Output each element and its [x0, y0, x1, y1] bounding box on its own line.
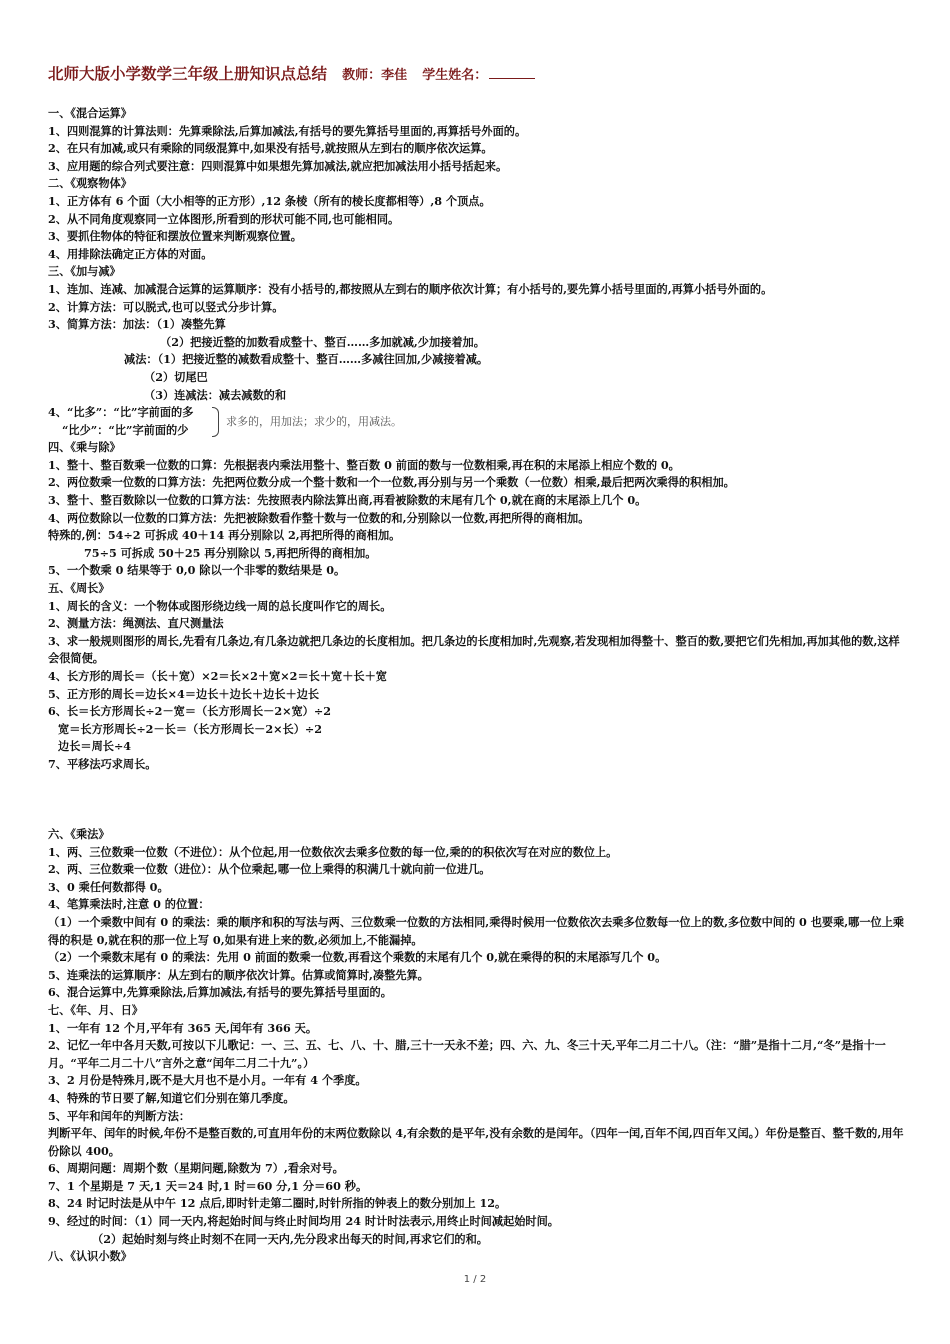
text-line: 特殊的,例：54÷2 可拆成 40＋14 再分别除以 2,再把所得的商相加。: [48, 528, 401, 543]
text-line: 6、周期问题：周期个数（星期问题,除数为 7）,看余对号。: [48, 1161, 344, 1176]
text-line: 5、正方形的周长＝边长×4＝边长＋边长＋边长＋边长: [48, 686, 320, 701]
text-line: （3）连减法：减去减数的和: [144, 387, 287, 402]
page-title: 北师大版小学数学三年级上册知识点总结: [48, 64, 328, 83]
section-heading: 六、《乘法》: [48, 827, 110, 841]
text-line: 2、测量方法：绳测法、直尺测量法: [48, 616, 224, 631]
section-heading: 一、《混合运算》: [48, 106, 132, 120]
text-line: 5、一个数乘 0 结果等于 0,0 除以一个非零的数结果是 0。: [48, 563, 346, 578]
text-line: 1、两、三位数乘一位数（不进位）：从个位起,用一位数依次去乘多位数的每一位,乘的的积依次写在对应的数位上。: [48, 844, 618, 859]
header-row: [48, 62, 535, 84]
text-line: （2）切尾巴: [144, 369, 208, 384]
text-line: 减法：（1）把接近整的减数看成整十、整百……多减往回加,少减接着减。: [124, 352, 489, 367]
text-line: 3、要抓住物体的特征和摆放位置来判断观察位置。: [48, 229, 302, 244]
text-line: 6、混合运算中,先算乘除法,后算加减法,有括号的要先算括号里面的。: [48, 985, 392, 1000]
text-line: 宽＝长方形周长÷2－长＝（长方形周长－2×长）÷2: [58, 721, 323, 736]
section-block-1: [48, 105, 906, 774]
text-line: 1、四则混算的计算法则：先算乘除法,后算加减法,有括号的要先算括号里面的,再算括号外面的。: [48, 123, 527, 138]
section-heading: 四、《乘与除》: [48, 440, 121, 455]
brace-mark: [212, 407, 219, 437]
text-line: （1）一个乘数中间有 0 的乘法：乘的顺序和积的写法与两、三位数乘一位数的方法相同,乘得时候用一位数依次去乘多位数每一位上的数,多位数中间的 0 也要乘,哪一位上乘得的积是 0,就在积的那一位上写 0,如果有进上来的数,必须加上,不能漏掉。: [48, 914, 905, 947]
text-line: 判断平年、闰年的时候,年份不是整百数的,可直用年份的末两位数除以 4,有余数的是平年,没有余数的是闰年。（四年一闰,百年不闰,四百年又闰。）年份是整百、整千数的,用年份除以 400。: [48, 1126, 904, 1158]
text-line: 3、2 月份是特殊月,既不是大月也不是小月。一年有 4 个季度。: [48, 1073, 367, 1088]
text-line: 5、连乘法的运算顺序：从左到右的顺序依次计算。估算或简算时,凑整先算。: [48, 967, 429, 982]
text-line: 2、两、三位数乘一位数（进位）：从个位乘起,哪一位上乘得的积满几十就向前一位进几。: [48, 862, 491, 877]
text-line: 1、周长的含义：一个物体或图形绕边线一周的总长度叫作它的周长。: [48, 598, 392, 613]
teacher-label: 教师：李佳: [342, 68, 408, 83]
section-heading: 五、《周长》: [48, 581, 110, 596]
text-line: 4、笔算乘法时,注意 0 的位置：: [48, 897, 210, 912]
student-label: 学生姓名：: [422, 68, 488, 83]
text-line: 1、整十、整百数乘一位数的口算：先根据表内乘法用整十、整百数 0 前面的数与一位数相乘,再在积的末尾添上相应个数的 0。: [48, 457, 680, 472]
text-line: （2）一个乘数末尾有 0 的乘法：先用 0 前面的数乘一位数,再看这个乘数的末尾有几个 0,就在乘得的积的末尾添写几个 0。: [48, 950, 667, 965]
text-line: 4、“比多”：“比”字前面的多: [48, 405, 194, 420]
text-line: 9、经过的时间：（1）同一天内,将起始时间与终止时间均用 24 时计时法表示,用终止时间减起始时间。: [48, 1214, 559, 1229]
text-line: 2、两位数乘一位数的口算方法：先把两位数分成一个整十数和一个一位数,再分别与另一个乘数（一位数）相乘,最后把两次乘得的积相加。: [48, 475, 735, 490]
text-line: 8、24 时记时法是从中午 12 点后,即时针走第二圈时,时针所指的钟表上的数分别加上 12。: [48, 1196, 507, 1211]
text-line: 4、用排除法确定正方体的对面。: [48, 246, 213, 261]
text-line: “比少”：“比”字前面的少: [62, 422, 189, 437]
text-line: 2、记忆一年中各月天数,可按以下儿歌记：一、三、五、七、八、十、腊,三十一天永不差；四、六、九、冬三十天,平年二月二十八。（注：“腊”是指十二月,“冬”是指十一月。“平年二月二十八”言外之意“闰年二月二十九”。）: [48, 1038, 886, 1070]
text-line: 3、整十、整百数除以一位数的口算方法：先按照表内除法算出商,再看被除数的末尾有几个 0,就在商的末尾添上几个 0。: [48, 493, 647, 508]
text-line: 6、长＝长方形周长÷2－宽＝（长方形周长－2×宽）÷2: [48, 704, 332, 719]
section-block-2: [48, 826, 906, 1266]
text-line: 75÷5 可拆成 50＋25 再分别除以 5,再把所得的商相加。: [84, 545, 377, 560]
text-line: 2、计算方法：可以脱式,也可以竖式分步计算。: [48, 299, 284, 314]
section-heading: 三、《加与减》: [48, 264, 121, 279]
brace-note: 求多的，用加法；求少的，用减法。: [226, 415, 402, 429]
text-line: 2、在只有加减,或只有乘除的同级混算中,如果没有括号,就按照从左到右的顺序依次运算。: [48, 141, 493, 156]
text-line: 4、两位数除以一位数的口算方法：先把被除数看作整十数与一位数的和,分别除以一位数,再把所得的商相加。: [48, 510, 590, 525]
text-line: 5、平年和闰年的判断方法：: [48, 1108, 191, 1123]
text-line: 7、1 个星期是 7 天,1 天＝24 时,1 时＝60 分,1 分＝60 秒。: [48, 1178, 368, 1193]
compare-group: [48, 404, 906, 439]
text-line: （2）起始时刻与终止时刻不在同一天内,先分段求出每天的时间,再求它们的和。: [92, 1231, 488, 1246]
text-line: 1、正方体有 6 个面（大小相等的正方形）,12 条棱（所有的棱长度都相等）,8 个顶点。: [48, 193, 491, 208]
section-heading: 八、《认识小数》: [48, 1249, 132, 1264]
text-line: 1、连加、连减、加减混合运算的运算顺序：没有小括号的,都按照从左到右的顺序依次计算；有小括号的,要先算小括号里面的,再算小括号外面的。: [48, 281, 773, 296]
text-line: 2、从不同角度观察同一立体图形,所看到的形状可能不同,也可能相同。: [48, 211, 400, 226]
section-heading: 七、《年、月、日》: [48, 1002, 144, 1017]
text-line: 1、一年有 12 个月,平年有 365 天,闰年有 366 天。: [48, 1020, 318, 1035]
page-number: 1 / 2: [463, 1274, 487, 1285]
text-line: 3、0 乘任何数都得 0。: [48, 879, 169, 894]
text-line: 3、求一般规则图形的周长,先看有几条边,有几条边就把几条边的长度相加。把几条边的长度相加时,先观察,若发现相加得整十、整百的数,要把它们先相加,再加其他的数,这样会很简便。: [48, 633, 900, 666]
student-name-blank: [489, 66, 535, 79]
text-line: 3、简算方法：加法：（1）凑整先算: [48, 317, 226, 332]
text-line: 7、平移法巧求周长。: [48, 756, 157, 771]
text-line: 3、应用题的综合列式要注意：四则混算中如果想先算加减法,就应把加减法用小括号括起来。: [48, 158, 508, 173]
text-line: 边长＝周长÷4: [58, 739, 132, 754]
text-line: （2）把接近整的加数看成整十、整百……多加就减,少加接着加。: [160, 334, 485, 349]
text-line: 4、长方形的周长＝（长＋宽）×2＝长×2＋宽×2＝长＋宽＋长＋宽: [48, 669, 387, 683]
section-heading: 二、《观察物体》: [48, 176, 132, 191]
text-line: 4、特殊的节日要了解,知道它们分别在第几季度。: [48, 1090, 295, 1105]
